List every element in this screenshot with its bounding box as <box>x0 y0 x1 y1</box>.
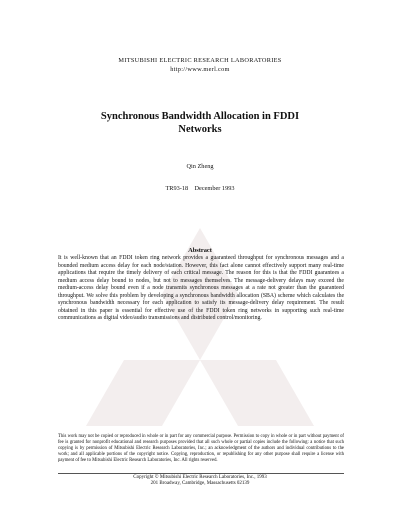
abstract-heading: Abstract <box>188 247 212 254</box>
copyright-block <box>40 475 360 488</box>
copy-permission-notice: This work may not be copied or reproduced in whole or in part for any commercial purpose. Permission to copy in whole or in part without payment of fee is granted for nonprofit educational and research purposes provided that all such whole or partial copies include the following: a notice that such copying is by permission of Mitsubishi Electric Research Laboratories, Inc.; an acknowledgment of the authors and individual contributions to the work; and all applicable portions of the copyright notice. Copying, reproduction, or republishing for any other purpose shall require a license with payment of fee to Mitsubishi Electric Research Laboratories, Inc. All rights reserved. <box>58 434 344 464</box>
report-info: TR93-18 December 1993 <box>165 185 235 192</box>
lab-header <box>40 57 360 74</box>
copyright-line: Copyright © Mitsubishi Electric Research Laboratories, Inc., 1993 <box>133 475 267 480</box>
paper-title <box>40 110 360 136</box>
lab-url[interactable]: http://www.merl.com <box>170 65 230 73</box>
address-line: 201 Broadway, Cambridge, Massachusetts 02139 <box>150 481 250 487</box>
lab-name: MITSUBISHI ELECTRIC RESEARCH LABORATORIES <box>118 57 282 64</box>
watermark-left-diamond <box>86 360 200 426</box>
paper-title-line-1: Synchronous Bandwidth Allocation in FDDI <box>100 111 300 122</box>
footer-divider <box>58 473 344 474</box>
paper-author: Qin Zheng <box>186 163 214 170</box>
abstract-text: It is well-known that an FDDI token ring network provides a guaranteed throughput for synchronous messages and a bounded medium access delay for each node/station. However, this fact alone cannot effectively support many real-time applications that require the timely delivery of each critical message. The reason for this is that the FDDI guarantees a medium access delay bound to nodes, but not to messages themselves. The message-delivery delays may exceed the medium-access delay bound even if a node transmits synchronous messages at a rate not greater than the guaranteed throughput. We solve this problem by developing a synchronous bandwidth allocation (SBA) scheme which calculates the synchronous bandwidth necessary for each application to satisfy its message-delivery delay requirement. The result obtained in this paper is essential for effective use of the FDDI token ring networks in supporting such real-time communications as digital video/audio transmissions and distributed control/monitoring. <box>58 255 344 322</box>
watermark-right-diamond <box>200 360 314 426</box>
paper-title-line-2: Networks <box>178 124 222 135</box>
